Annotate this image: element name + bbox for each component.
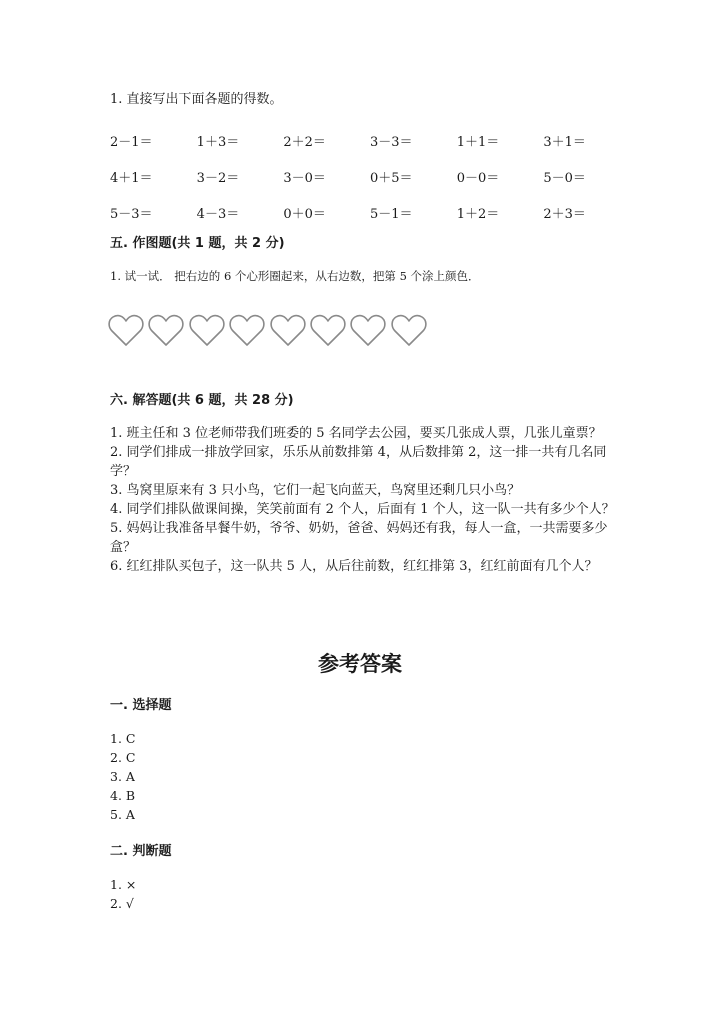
hearts-row (108, 314, 431, 348)
calc-item: 5－3＝ (110, 206, 153, 222)
calc-item: 5－1＝ (370, 206, 413, 222)
answer-section-choice: 一. 选择题 (110, 698, 172, 713)
calc-instruction: 1. 直接写出下面各题的得数。 (110, 92, 283, 107)
calc-item: 2＋3＝ (543, 206, 586, 222)
calc-item: 0－0＝ (456, 170, 500, 186)
calc-item: 4＋1＝ (110, 170, 153, 186)
calc-item: 2－1＝ (110, 134, 153, 150)
word-problem: 6. 红红排队买包子，这一队共 5 人，从后往前数，红红排第 3，红红前面有几个人？ (110, 559, 598, 574)
answer-item: 2. √ (110, 896, 134, 911)
heart-icon (189, 314, 225, 348)
answer-item: 2. C (110, 750, 136, 765)
section-title-drawing: 五. 作图题(共 1 题，共 2 分) (110, 236, 285, 251)
calc-item: 2＋2＝ (283, 134, 326, 150)
calc-item: 3－2＝ (196, 170, 240, 186)
calc-item: 3－3＝ (370, 134, 413, 150)
calc-grid (110, 122, 630, 230)
answer-item: 1. × (110, 877, 137, 892)
word-problem: 2. 同学们排成一排放学回家，乐乐从前数排第 4，从后数排第 2，这一排一共有几名同学？ (110, 445, 607, 479)
heart-icon (108, 314, 144, 348)
answer-item: 3. A (110, 769, 135, 784)
answer-list-judgement (110, 875, 136, 913)
section-title-word-problems: 六. 解答题(共 6 题，共 28 分) (110, 393, 294, 408)
answer-item: 5. A (110, 807, 135, 822)
calc-item: 5－0＝ (543, 170, 586, 186)
calc-item: 0＋0＝ (283, 206, 326, 222)
answer-list-choice (110, 729, 135, 824)
answer-key-title: 参考答案 (318, 652, 402, 676)
drawing-question: 1. 试一试． 把右边的 6 个心形圈起来，从右边数，把第 5 个涂上颜色． (110, 269, 480, 283)
answer-section-judgement: 二. 判断题 (110, 844, 172, 859)
heart-icon (310, 314, 346, 348)
word-problem: 4. 同学们排队做课间操，笑笑前面有 2 个人，后面有 1 个人，这一队一共有多少个人？ (110, 502, 615, 517)
word-problem: 5. 妈妈让我准备早餐牛奶，爷爷、奶奶，爸爸、妈妈还有我，每人一盒，一共需要多少盒？ (110, 521, 608, 555)
calc-row (110, 194, 630, 230)
calc-item: 0＋5＝ (370, 170, 413, 186)
calc-row (110, 158, 630, 194)
heart-icon (148, 314, 184, 348)
heart-icon (391, 314, 427, 348)
answer-item: 1. C (110, 731, 136, 746)
word-problem: 1. 班主任和 3 位老师带我们班委的 5 名同学去公园，要买几张成人票，几张儿童票？ (110, 426, 602, 441)
calc-item: 1＋3＝ (196, 134, 240, 150)
heart-icon (229, 314, 265, 348)
calc-item: 3＋1＝ (543, 134, 586, 150)
answer-item: 4. B (110, 788, 136, 803)
calc-item: 1＋1＝ (456, 134, 500, 150)
word-problem: 3. 鸟窝里原来有 3 只小鸟，它们一起飞向蓝天，鸟窝里还剩几只小鸟？ (110, 483, 521, 498)
calc-row (110, 122, 630, 158)
calc-item: 4－3＝ (196, 206, 240, 222)
heart-icon (350, 314, 386, 348)
heart-icon (270, 314, 306, 348)
calc-item: 1＋2＝ (456, 206, 500, 222)
calc-item: 3－0＝ (283, 170, 326, 186)
word-problems (110, 424, 620, 576)
